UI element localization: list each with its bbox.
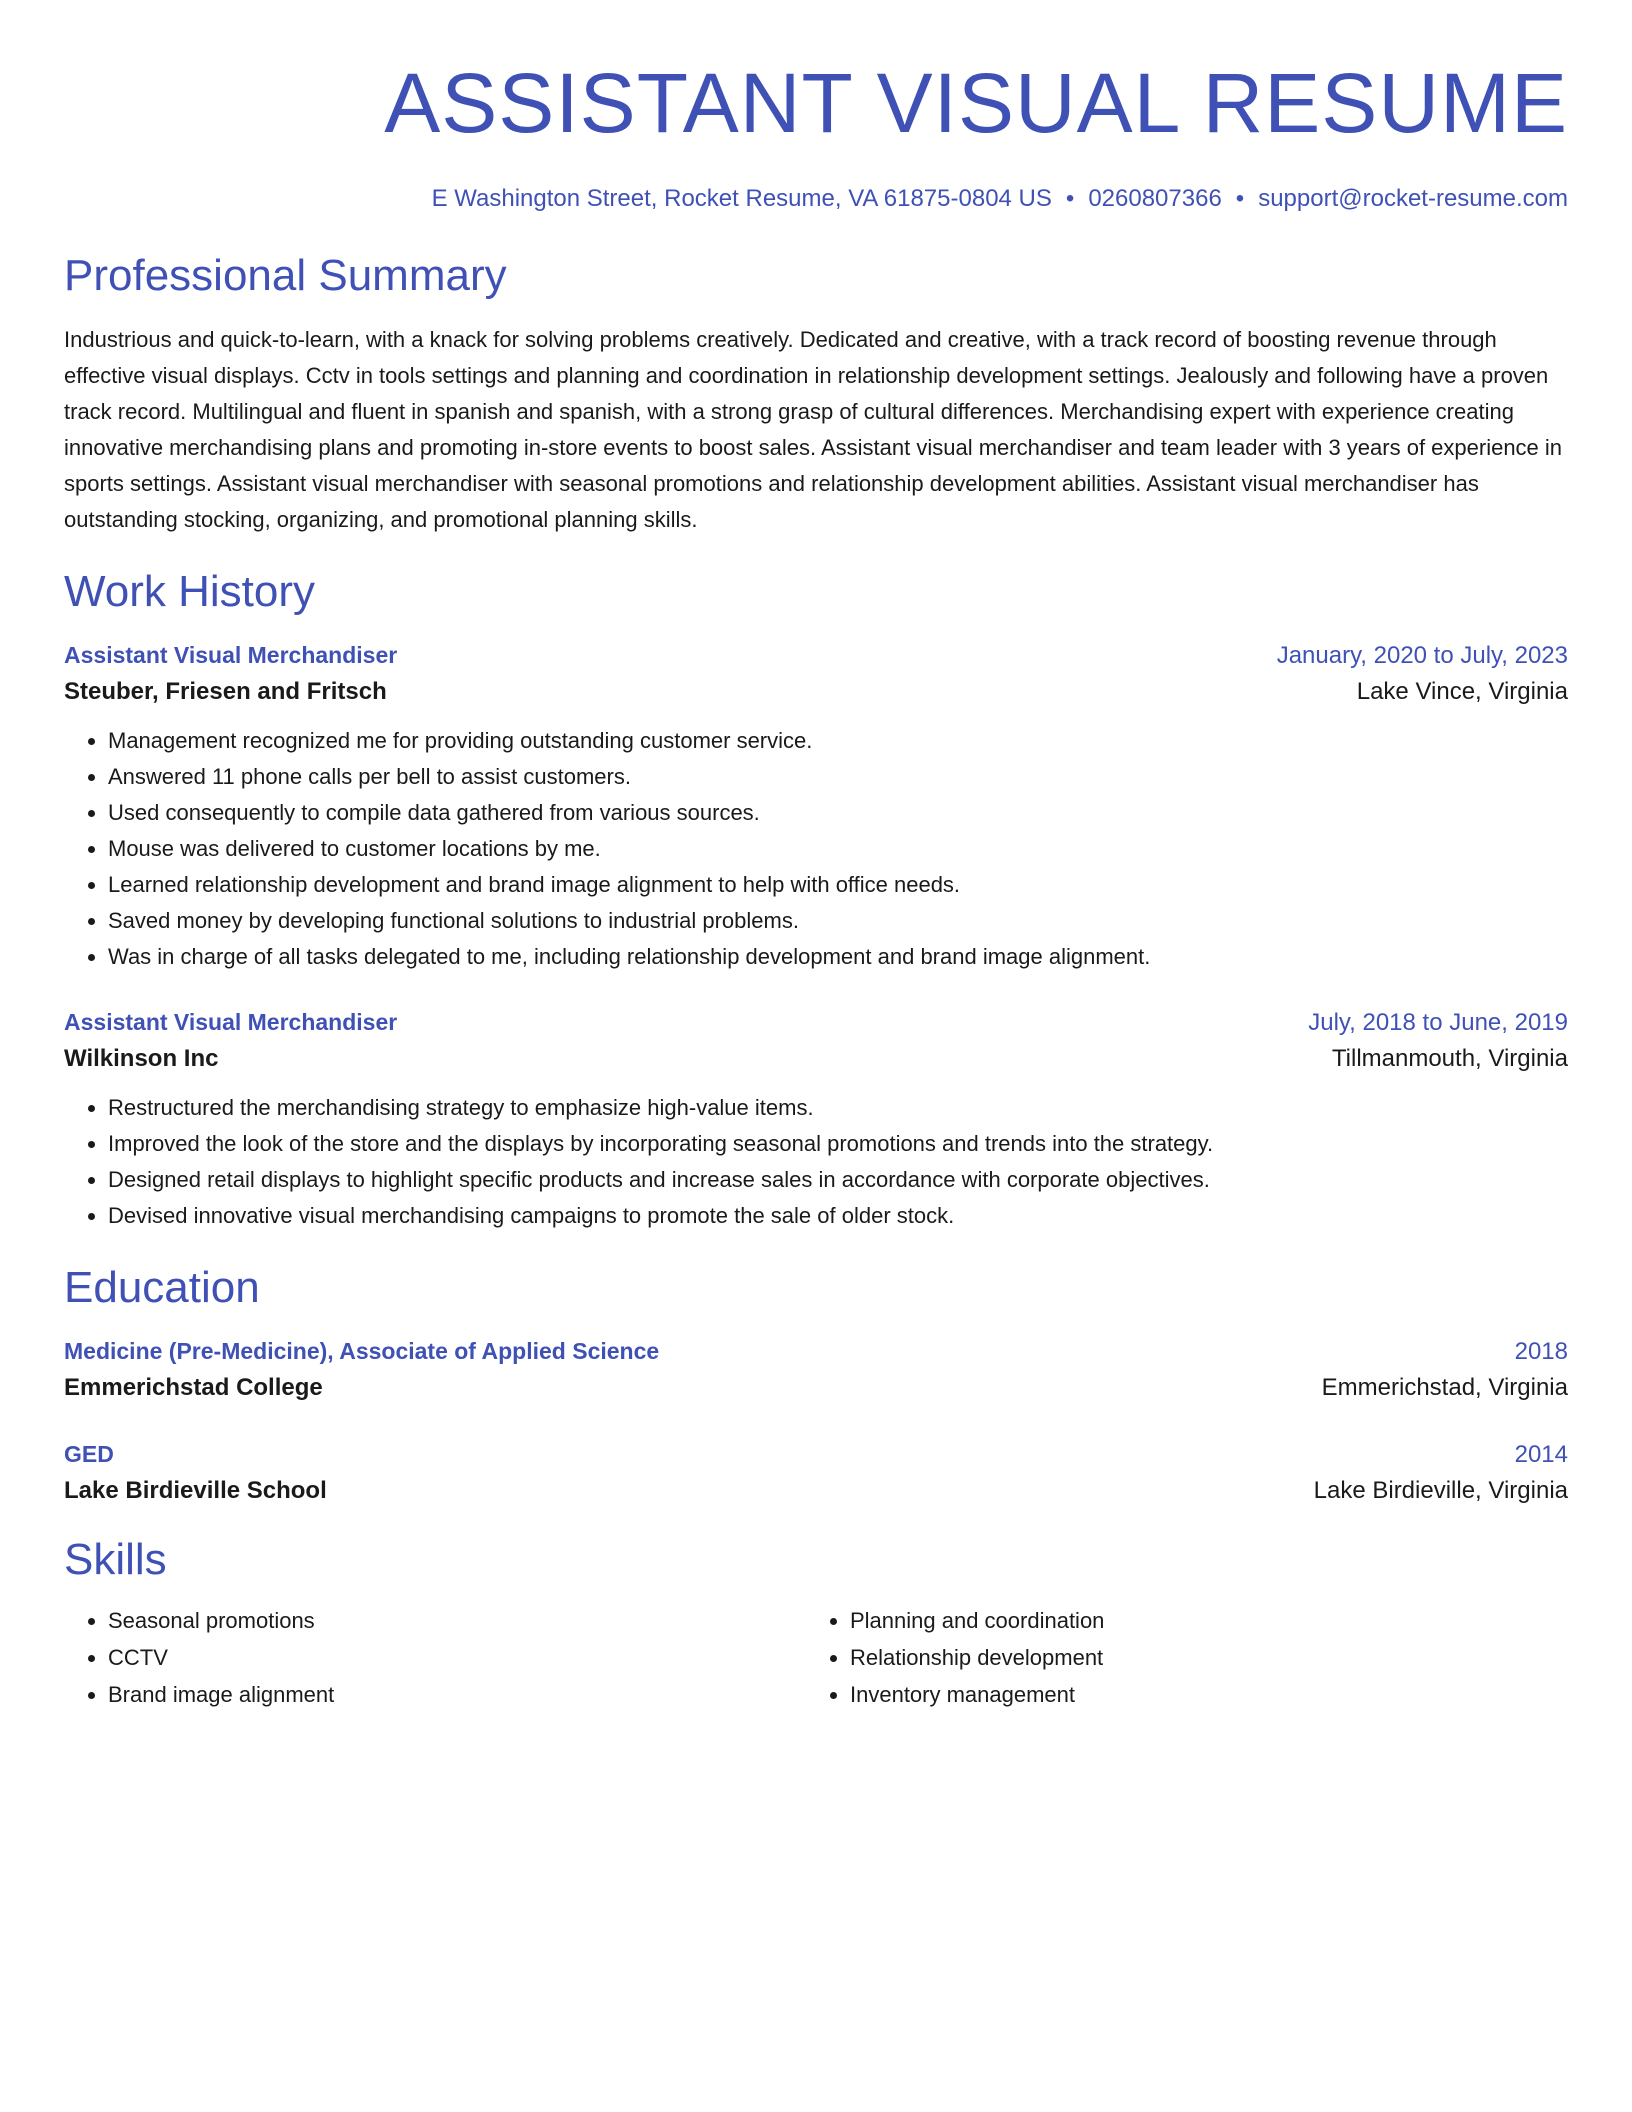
education-entry bbox=[64, 1437, 1568, 1510]
skill-item: • Planning and coordination bbox=[850, 1602, 1548, 1639]
education-school-row bbox=[64, 1369, 1568, 1407]
job-bullet: • Mouse was delivered to customer locations by me. bbox=[108, 831, 1568, 867]
job-bullet: • Devised innovative visual merchandising campaigns to promote the sale of older stock. bbox=[108, 1198, 1568, 1234]
contact-separator: • bbox=[1235, 185, 1245, 212]
skill-item: • Seasonal promotions bbox=[108, 1602, 806, 1639]
job-company: Wilkinson Inc bbox=[64, 1045, 219, 1072]
skills-column-right bbox=[806, 1602, 1548, 1713]
skills-grid bbox=[64, 1602, 1568, 1713]
skills-column-left bbox=[64, 1602, 806, 1713]
resume-name: ASSISTANT VISUAL RESUME bbox=[384, 56, 1568, 150]
resume-page bbox=[64, 0, 1568, 1713]
job-bullet: • Saved money by developing functional solutions to industrial problems. bbox=[108, 903, 1568, 939]
skill-item: • Brand image alignment bbox=[108, 1676, 806, 1713]
job-bullets bbox=[64, 723, 1568, 975]
education-header-row bbox=[64, 1334, 1568, 1369]
job-bullet: • Was in charge of all tasks delegated to me, including relationship development and brand image alignment. bbox=[108, 939, 1568, 975]
job-company: Steuber, Friesen and Fritsch bbox=[64, 678, 387, 705]
education-heading: Education bbox=[64, 1263, 260, 1312]
work-history-heading: Work History bbox=[64, 567, 315, 616]
education-degree: GED bbox=[64, 1441, 114, 1467]
job-dates: July, 2018 to June, 2019 bbox=[1308, 1009, 1568, 1036]
summary-text: Industrious and quick-to-learn, with a knack for solving problems creatively. Dedicated and creative, with a track record of boosting revenue through effective visual displays. Cctv in tools settings and planning and coordination in relationship development settings. Jealously and following have a proven track record. Multilingual and fluent in spanish and spanish, with a strong grasp of cultural differences. Merchandising expert with experience creating innovative merchandising plans and promoting in-store events to boost sales. Assistant visual merchandiser and team leader with 3 years of experience in sports settings. Assistant visual merchandiser with seasonal promotions and relationship development abilities. Assistant visual merchandiser has outstanding stocking, organizing, and promotional planning skills. bbox=[64, 327, 1563, 532]
job-position: Assistant Visual Merchandiser bbox=[64, 1009, 398, 1035]
education-school-row bbox=[64, 1472, 1568, 1510]
skill-item: • Inventory management bbox=[850, 1676, 1548, 1713]
job-entry bbox=[64, 1005, 1568, 1234]
job-bullet: • Improved the look of the store and the displays by incorporating seasonal promotions and trends into the strategy. bbox=[108, 1126, 1568, 1162]
skill-item: • CCTV bbox=[108, 1639, 806, 1676]
job-org-row bbox=[64, 1040, 1568, 1078]
education-header-row bbox=[64, 1437, 1568, 1472]
education-school: Emmerichstad College bbox=[64, 1374, 323, 1401]
skills-heading: Skills bbox=[64, 1535, 167, 1584]
education-degree: Medicine (Pre-Medicine), Associate of Applied Science bbox=[64, 1338, 660, 1364]
job-dates: January, 2020 to July, 2023 bbox=[1276, 642, 1568, 669]
job-location: Lake Vince, Virginia bbox=[1356, 678, 1568, 705]
job-bullet: • Management recognized me for providing outstanding customer service. bbox=[108, 723, 1568, 759]
skills-list bbox=[806, 1602, 1548, 1713]
job-header-row bbox=[64, 638, 1568, 673]
contact-email: support@rocket-resume.com bbox=[1258, 185, 1568, 212]
job-org-row bbox=[64, 673, 1568, 711]
education-year: 2018 bbox=[1514, 1338, 1568, 1365]
contact-separator: • bbox=[1065, 185, 1075, 212]
summary-heading: Professional Summary bbox=[64, 251, 507, 300]
contact-phone: 0260807366 bbox=[1088, 185, 1222, 212]
education-location: Lake Birdieville, Virginia bbox=[1313, 1477, 1568, 1504]
job-position: Assistant Visual Merchandiser bbox=[64, 642, 398, 668]
contact-address: E Washington Street, Rocket Resume, VA 61875-0804 US bbox=[431, 185, 1052, 212]
contact-line bbox=[64, 184, 1568, 214]
job-bullets bbox=[64, 1090, 1568, 1234]
job-bullet: • Used consequently to compile data gathered from various sources. bbox=[108, 795, 1568, 831]
education-entry bbox=[64, 1334, 1568, 1407]
job-bullet: • Answered 11 phone calls per bell to assist customers. bbox=[108, 759, 1568, 795]
job-location: Tillmanmouth, Virginia bbox=[1331, 1045, 1568, 1072]
job-entry bbox=[64, 638, 1568, 975]
skill-item: • Relationship development bbox=[850, 1639, 1548, 1676]
job-bullet: • Restructured the merchandising strategy to emphasize high-value items. bbox=[108, 1090, 1568, 1126]
education-year: 2014 bbox=[1514, 1441, 1568, 1468]
job-header-row bbox=[64, 1005, 1568, 1040]
education-location: Emmerichstad, Virginia bbox=[1321, 1374, 1568, 1401]
job-bullet: • Designed retail displays to highlight specific products and increase sales in accordance with corporate objectives. bbox=[108, 1162, 1568, 1198]
education-school: Lake Birdieville School bbox=[64, 1477, 327, 1504]
job-bullet: • Learned relationship development and brand image alignment to help with office needs. bbox=[108, 867, 1568, 903]
skills-list bbox=[64, 1602, 806, 1713]
